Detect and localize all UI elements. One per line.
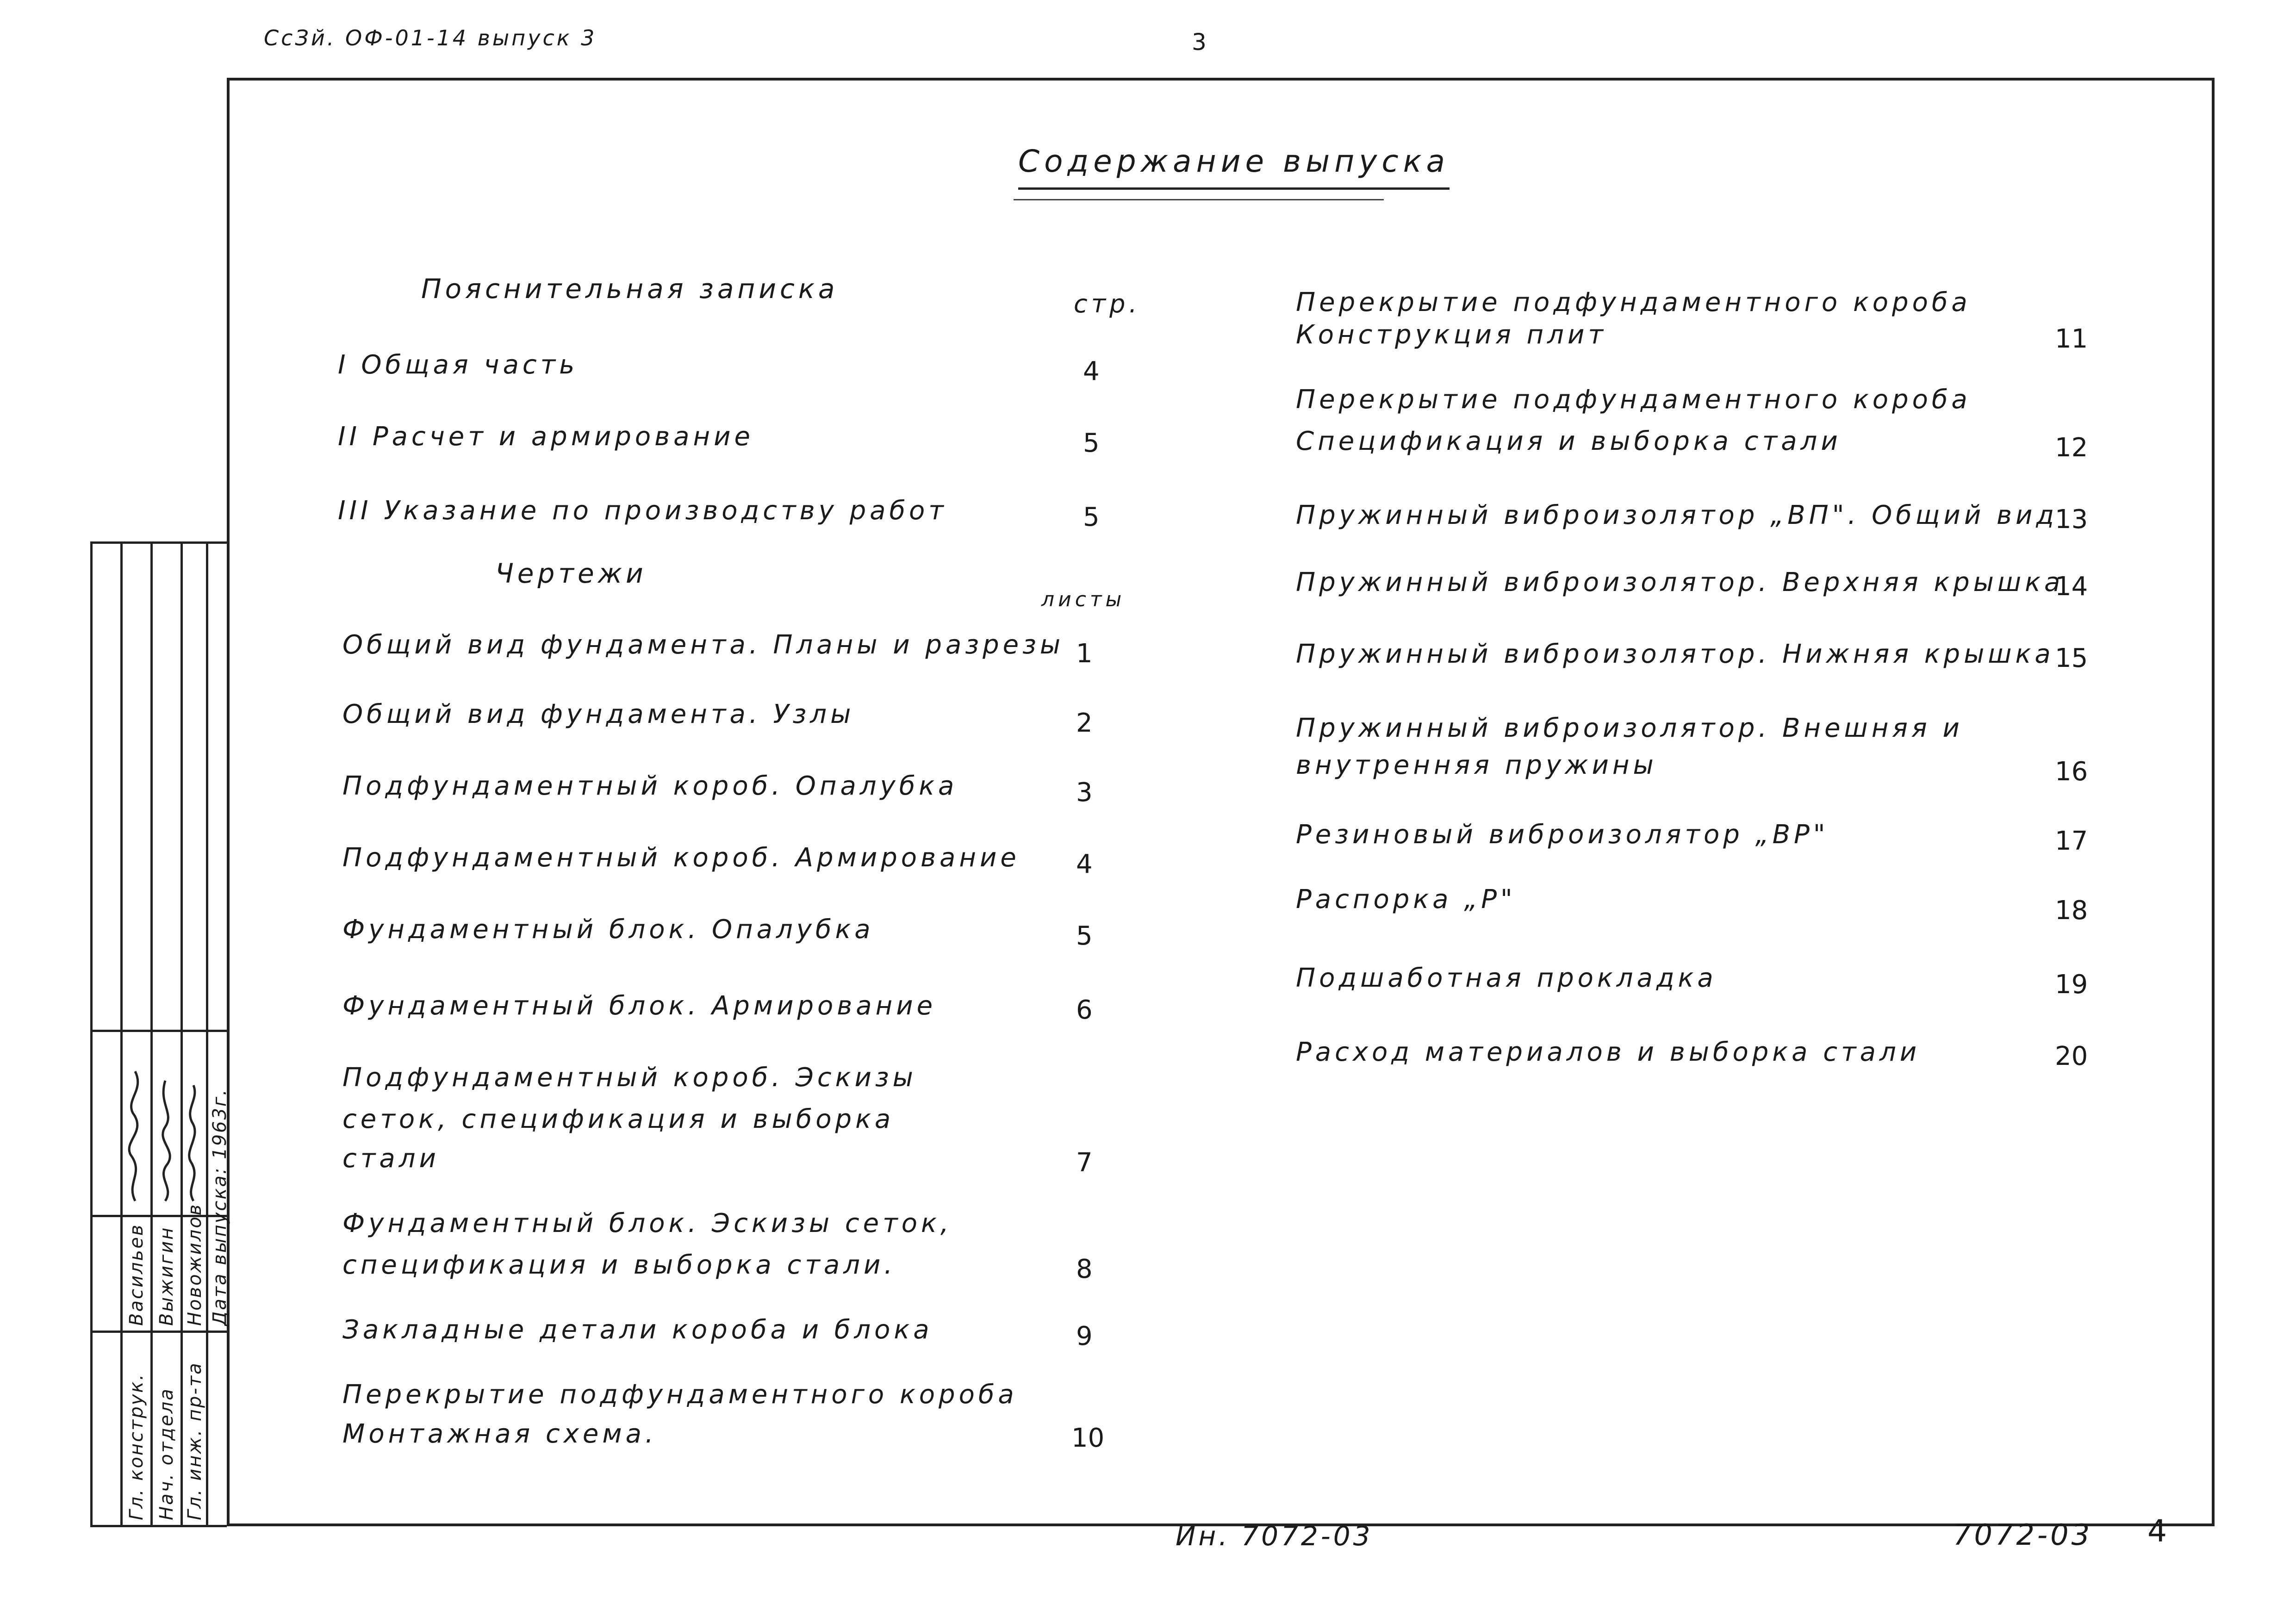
toc-page: 4 xyxy=(1083,356,1100,386)
toc-page: 5 xyxy=(1076,921,1093,951)
toc-entry-right-l1: Пружинный виброизолятор. Внешняя и xyxy=(1296,713,1963,743)
stamp-divider xyxy=(93,1030,227,1032)
toc-page: 2 xyxy=(1076,708,1093,738)
toc-entry-right: Распорка „Р" xyxy=(1296,884,1516,914)
section-heading-drawings: Чертежи xyxy=(495,558,647,589)
toc-page: 19 xyxy=(2055,970,2088,1000)
toc-page: 6 xyxy=(1076,995,1093,1025)
toc-entry-right-l2: Конструкция плит xyxy=(1296,320,1607,350)
toc-page: 7 xyxy=(1076,1148,1093,1178)
toc-entry-right: Расход материалов и выборка стали xyxy=(1296,1037,1921,1067)
toc-page: 11 xyxy=(2055,324,2088,354)
column-header-pages: стр. xyxy=(1074,289,1141,318)
signature-1 xyxy=(121,1053,149,1206)
toc-entry-drawing: Фундаментный блок. Опалубка xyxy=(342,914,874,945)
stamp-name: Выжигин xyxy=(156,1226,177,1326)
stamp-name: Васильев xyxy=(126,1223,147,1326)
stamp-name: Новожилов xyxy=(184,1203,205,1326)
toc-page: 10 xyxy=(1071,1423,1105,1453)
toc-entry-right: Подшаботная прокладка xyxy=(1296,963,1717,993)
stamp-divider xyxy=(206,544,208,1525)
page-title: Содержание выпуска xyxy=(1018,143,1450,190)
toc-entry-drawing-l1: Фундаментный блок. Эскизы сеток, xyxy=(342,1208,952,1238)
toc-page: 9 xyxy=(1076,1321,1093,1351)
toc-page: 5 xyxy=(1083,502,1100,532)
stamp-role: Гл. инж. пр-та xyxy=(184,1362,205,1520)
section-heading-notes: Пояснительная записка xyxy=(421,273,839,305)
toc-entry-drawing: Закладные детали короба и блока xyxy=(342,1315,933,1345)
stamp-divider xyxy=(150,544,153,1525)
toc-entry-drawing: Фундаментный блок. Армирование xyxy=(342,991,937,1021)
toc-entry-drawing-l2: сеток, спецификация и выборка xyxy=(342,1104,895,1134)
toc-entry-right: Пружинный виброизолятор. Верхняя крышка xyxy=(1296,567,2064,597)
stamp-divider xyxy=(93,1331,227,1333)
toc-entry-drawing-l2: Монтажная схема. xyxy=(342,1419,657,1449)
toc-page: 13 xyxy=(2055,504,2088,535)
toc-page: 3 xyxy=(1076,777,1093,808)
signature-3 xyxy=(180,1053,206,1206)
toc-page: 18 xyxy=(2055,895,2088,926)
toc-page: 15 xyxy=(2055,643,2088,673)
series-header: СсЗй. ОФ-01-14 выпуск 3 xyxy=(264,25,597,50)
stamp-divider xyxy=(180,544,183,1525)
toc-entry-works: III Указание по производству работ xyxy=(338,496,947,526)
document-code: 7072-03 xyxy=(1953,1518,2093,1552)
toc-entry-drawing-l2: спецификация и выборка стали. xyxy=(342,1250,896,1280)
stamp-divider xyxy=(120,544,123,1525)
toc-entry-drawing: Подфундаментный короб. Армирование xyxy=(342,843,1020,873)
toc-page: 20 xyxy=(2055,1041,2088,1071)
toc-page: 14 xyxy=(2055,572,2088,602)
sheet-number: 4 xyxy=(2147,1513,2167,1549)
toc-entry-right: Резиновый виброизолятор „ВР" xyxy=(1296,820,1829,850)
stamp-role: Гл. конструк. xyxy=(126,1373,147,1520)
toc-entry-drawing: Общий вид фундамента. Узлы xyxy=(342,699,855,729)
toc-entry-right-l2: Спецификация и выборка стали xyxy=(1296,426,1842,456)
toc-page: 12 xyxy=(2055,433,2088,463)
toc-entry-drawing-l3: стали xyxy=(342,1144,440,1174)
toc-page: 17 xyxy=(2055,826,2088,856)
toc-page: 16 xyxy=(2055,757,2088,787)
toc-entry-drawing-l1: Подфундаментный короб. Эскизы xyxy=(342,1063,917,1093)
toc-entry-drawing: Общий вид фундамента. Планы и разрезы xyxy=(342,630,1064,660)
column-header-sheets: листы xyxy=(1041,588,1126,611)
toc-page: 4 xyxy=(1076,849,1093,879)
toc-entry-drawing: Подфундаментный короб. Опалубка xyxy=(342,771,958,801)
approval-stamp xyxy=(90,541,230,1527)
page-number-top: 3 xyxy=(1192,29,1207,56)
inventory-number: Ин. 7072-03 xyxy=(1176,1520,1373,1552)
toc-page: 8 xyxy=(1076,1254,1093,1284)
toc-entry-calc: II Расчет и армирование xyxy=(338,422,754,452)
signature-2 xyxy=(151,1053,179,1206)
stamp-date: Дата выпуска: 1963г. xyxy=(209,1088,230,1326)
toc-entry-drawing-l1: Перекрытие подфундаментного короба xyxy=(342,1380,1018,1410)
stamp-divider xyxy=(93,1215,227,1217)
toc-entry-right-l1: Перекрытие подфундаментного короба xyxy=(1296,287,1971,317)
toc-entry-right: Пружинный виброизолятор „ВП". Общий вид xyxy=(1296,500,2058,530)
toc-entry-right-l1: Перекрытие подфундаментного короба xyxy=(1296,385,1971,415)
stamp-role: Нач. отдела xyxy=(156,1387,177,1520)
toc-page: 1 xyxy=(1076,639,1093,669)
toc-entry-right-l2: внутренняя пружины xyxy=(1296,750,1657,780)
title-underline xyxy=(1014,199,1384,200)
toc-page: 5 xyxy=(1083,428,1100,458)
toc-entry-right: Пружинный виброизолятор. Нижняя крышка xyxy=(1296,639,2054,669)
toc-entry-general: I Общая часть xyxy=(338,350,579,380)
